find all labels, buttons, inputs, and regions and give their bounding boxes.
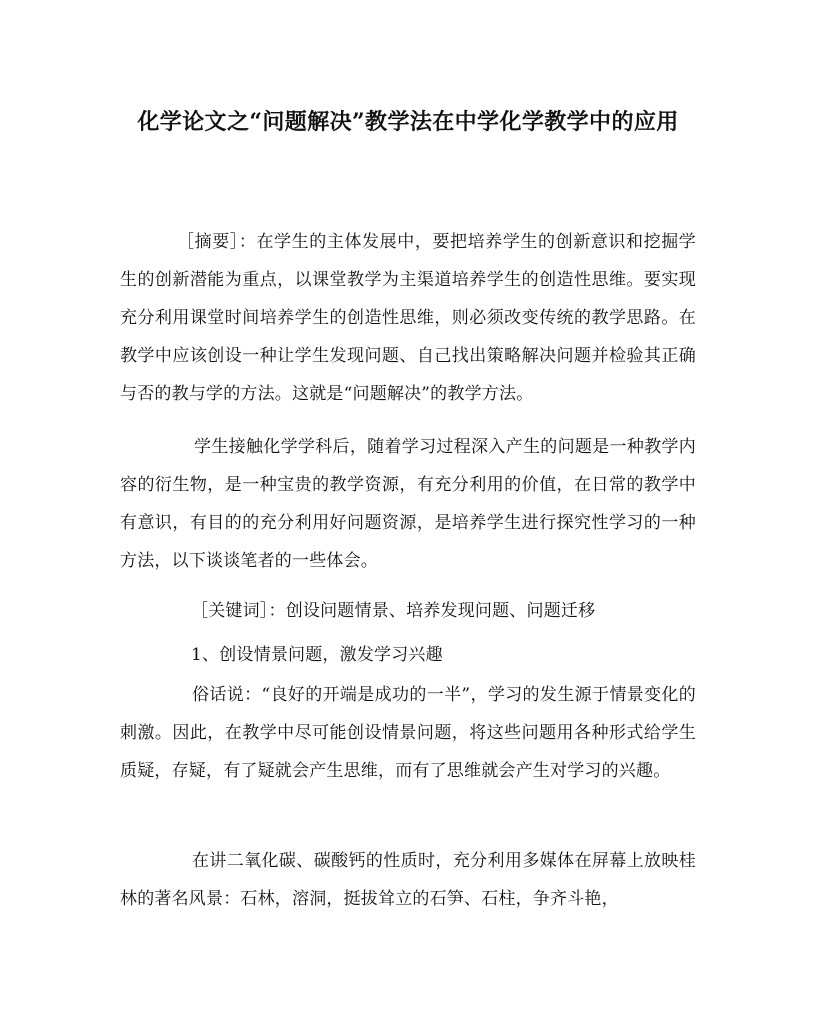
- section-1-body-paragraph: 俗话说：“良好的开端是成功的一半”，学习的发生源于情景变化的刺激。因此，在教学中尽可能创设情景问题，将这些问题用各种形式给学生质疑，存疑，有了疑就会产生思维，而有了思维就会产生对学习的兴趣。: [120, 685, 696, 781]
- section-1-example-paragraph: 在讲二氧化碳、碳酸钙的性质时，充分利用多媒体在屏幕上放映桂林的著名风景：石林，溶洞，挺拔耸立的石笋、石柱，争齐斗艳，: [120, 851, 696, 909]
- section-1-heading: 1、创设情景问题，激发学习兴趣: [191, 645, 443, 665]
- document-title: 化学论文之“问题解决”教学法在中学化学教学中的应用: [137, 109, 679, 135]
- abstract-paragraph: ［摘要］：在学生的主体发展中，要把培养学生的创新意识和挖掘学生的创新潜能为重点，以课堂教学为主渠道培养学生的创造性思维。要实现充分利用课堂时间培养学生的创造性思维，则必须改变传统的教学思路。在教学中应该创设一种让学生发现问题、自己找出策略解决问题并检验其正确与否的教与学的方法。这就是“问题解决”的教学方法。: [120, 232, 696, 404]
- keywords-line: ［关键词］：创设问题情景、培养发现问题、问题迁移: [191, 601, 596, 621]
- intro-paragraph: 学生接触化学学科后，随着学习过程深入产生的问题是一种教学内容的衍生物，是一种宝贵的教学资源，有充分利用的价值，在日常的教学中有意识，有目的的充分利用好问题资源，是培养学生进行探究性学习的一种方法，以下谈谈笔者的一些体会。: [120, 437, 696, 571]
